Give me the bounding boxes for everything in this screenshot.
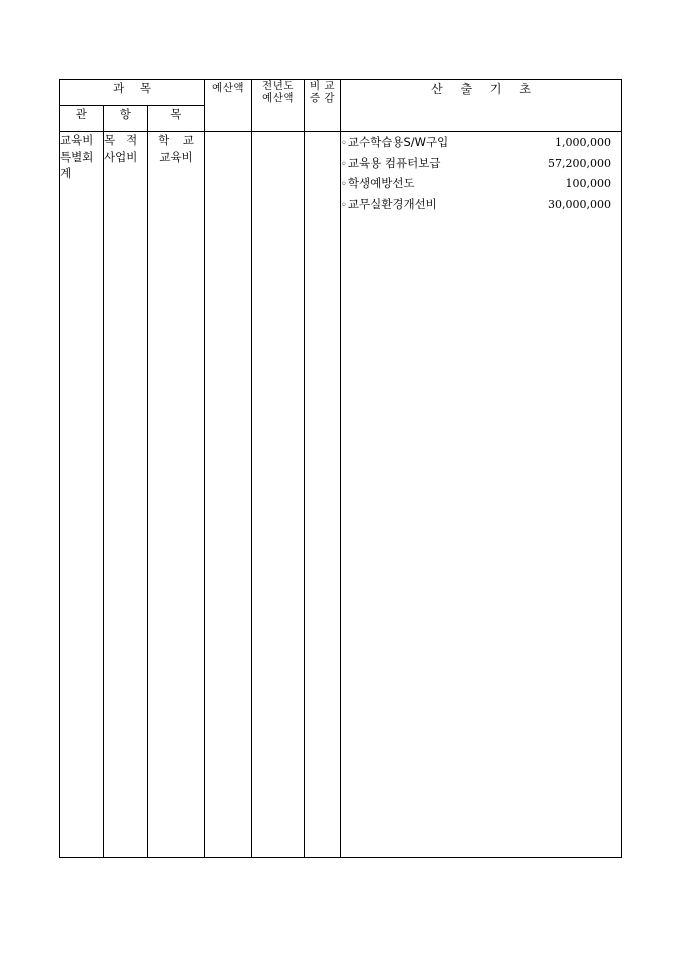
- header-prev-budget-amount: 전년도 예산액: [252, 80, 305, 132]
- table-row: [60, 132, 622, 858]
- header-gwan: 관: [60, 106, 104, 132]
- cell-gwan: 교육비 특별회 계: [60, 132, 104, 858]
- header-mok: 목: [148, 106, 205, 132]
- header-hang: 항: [104, 106, 148, 132]
- cell-budget-amount: [205, 132, 252, 858]
- header-subject-group: 과 목: [60, 80, 205, 106]
- basis-item-amount: 57,200,000: [548, 156, 612, 170]
- basis-item-amount: 30,000,000: [548, 197, 612, 211]
- basis-item-amount: 1,000,000: [555, 136, 612, 149]
- basis-item-label: ◦ 교무실환경개선비: [341, 194, 437, 215]
- header-compare-change: 비 교 증 감: [305, 80, 341, 132]
- list-item: [341, 173, 621, 194]
- list-item: [341, 153, 621, 174]
- basis-item-label: ◦ 학생예방선도: [341, 173, 415, 194]
- cell-calculation-basis: [341, 132, 622, 858]
- basis-item-list: [341, 132, 621, 214]
- table-header: [60, 80, 622, 132]
- cell-mok: 학 교 교육비: [148, 132, 205, 858]
- list-item: [341, 132, 621, 153]
- header-budget-amount: 예산액: [205, 80, 252, 132]
- basis-item-amount: 100,000: [565, 177, 612, 190]
- header-row-top: [60, 80, 622, 106]
- budget-table: [59, 79, 622, 858]
- table-body: [60, 132, 622, 858]
- cell-hang: 목 적 사업비: [104, 132, 148, 858]
- cell-compare-change: [305, 132, 341, 858]
- cell-prev-budget-amount: [252, 132, 305, 858]
- basis-item-label: ◦ 교수학습용S/W구입: [341, 132, 448, 153]
- header-calculation-basis: 산 출 기 초: [341, 80, 622, 132]
- list-item: [341, 194, 621, 215]
- basis-item-label: ◦ 교육용 컴퓨터보급: [341, 153, 440, 174]
